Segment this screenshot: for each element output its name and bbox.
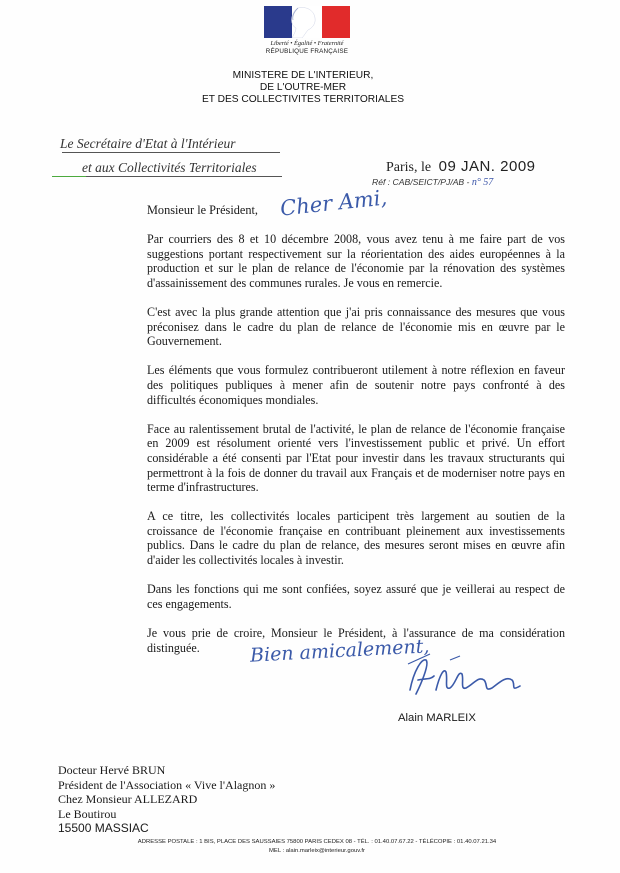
salutation: Monsieur le Président, — [147, 203, 258, 217]
paragraph: Dans les fonctions qui me sont confiées, soyez assuré que je veillerai au respect de ces engagements. — [147, 582, 565, 611]
sender-title-line1: Le Secrétaire d'Etat à l'Intérieur — [60, 136, 236, 151]
footer — [72, 838, 562, 856]
recipient-street: Le Boutirou — [58, 806, 117, 821]
paragraph: C'est avec la plus grande attention que j'ai pris connaissance des mesures que vous préconisez dans le cadre du plan de relance de l'économie mis en œuvre par le Gouvernement. — [147, 304, 565, 349]
ministry-line: ET DES COLLECTIVITES TERRITORIALES — [201, 94, 405, 105]
recipient-address — [58, 763, 275, 836]
place-date — [386, 158, 536, 176]
handwritten-closing: Bien amicalement, — [249, 635, 430, 667]
paragraph: A ce titre, les collectivités locales participent très largement au soutien de la croissance de l'économie française en contribuant pleinement aux investissements publics. Dans le cadre du plan de relance, des mesures seront mises en œuvre afin d'aider les collectivités locales à investir. — [147, 509, 565, 568]
sender-title-line2: et aux Collectivités Territoriales — [82, 160, 257, 175]
republic-label: RÉPUBLIQUE FRANÇAISE — [265, 48, 349, 55]
signature-icon — [400, 650, 540, 706]
ministry-line: DE L'OUTRE-MER — [259, 82, 347, 93]
handwritten-greeting: Cher Ami, — [279, 185, 389, 221]
footer-email: MEL : alain.marleix@interieur.gouv.fr — [268, 848, 365, 854]
footer-address: ADRESSE POSTALE : 1 BIS, PLACE DES SAUSSAIES 75800 PARIS CEDEX 08 - TÉL. : 01.40.07.67.22 - TÉLÉCOPIE : 01.40.07.21.34 — [137, 839, 497, 845]
paragraph: Les éléments que vous formulez contribueront utilement à notre réflexion en faveur des politiques publiques à mener afin de soutenir notre pays confronté à des difficultés économiques mondiales. — [147, 363, 565, 407]
divider — [62, 152, 280, 153]
recipient-care-of: Chez Monsieur ALLEZARD — [58, 792, 198, 807]
marianne-logo — [264, 6, 350, 55]
reference — [372, 177, 493, 188]
letter-body — [147, 232, 565, 670]
divider — [52, 176, 282, 177]
reference-code: Réf : CAB/SEICT/PJ/AB - — [372, 177, 470, 187]
signatory-name: Alain MARLEIX — [398, 712, 476, 724]
paragraph: Face au ralentissement brutal de l'activité, le plan de relance de l'économie française en 2009 est résolument orienté vers l'investissement public et privé. Un effort considérable a été consenti par l'Etat pour investir dans les travaux structurants qui permettront à la fois de donner du travail aux Français et de moderniser notre pays en terme d'infrastructures. — [147, 421, 565, 495]
marianne-profile-icon — [284, 6, 324, 38]
reference-number: n° 57 — [471, 177, 494, 188]
recipient-city: 15500 MASSIAC — [58, 821, 149, 836]
recipient-name: Docteur Hervé BRUN — [58, 763, 166, 777]
ministry-heading — [196, 70, 410, 106]
paragraph: Je vous prie de croire, Monsieur le Président, à l'assurance de ma considération distinguée. — [147, 626, 565, 655]
place: Paris, le — [386, 160, 432, 175]
ministry-line: MINISTERE DE L'INTERIEUR, — [232, 70, 374, 81]
paragraph: Par courriers des 8 et 10 décembre 2008, vous avez tenu à me faire part de vos suggestions portant respectivement sur la réorientation des aides européennes à la production et sur le plan de relance de l'économie par la rénovation des systèmes d'assainissement des communes rurales. Je vous en remercie. — [147, 232, 565, 290]
motto: Liberté • Égalité • Fraternité — [270, 40, 344, 47]
recipient-title: Président de l'Association « Vive l'Alagnon » — [58, 777, 276, 792]
tricolor-flag — [264, 6, 350, 38]
date-stamp: 09 JAN. 2009 — [438, 158, 536, 175]
